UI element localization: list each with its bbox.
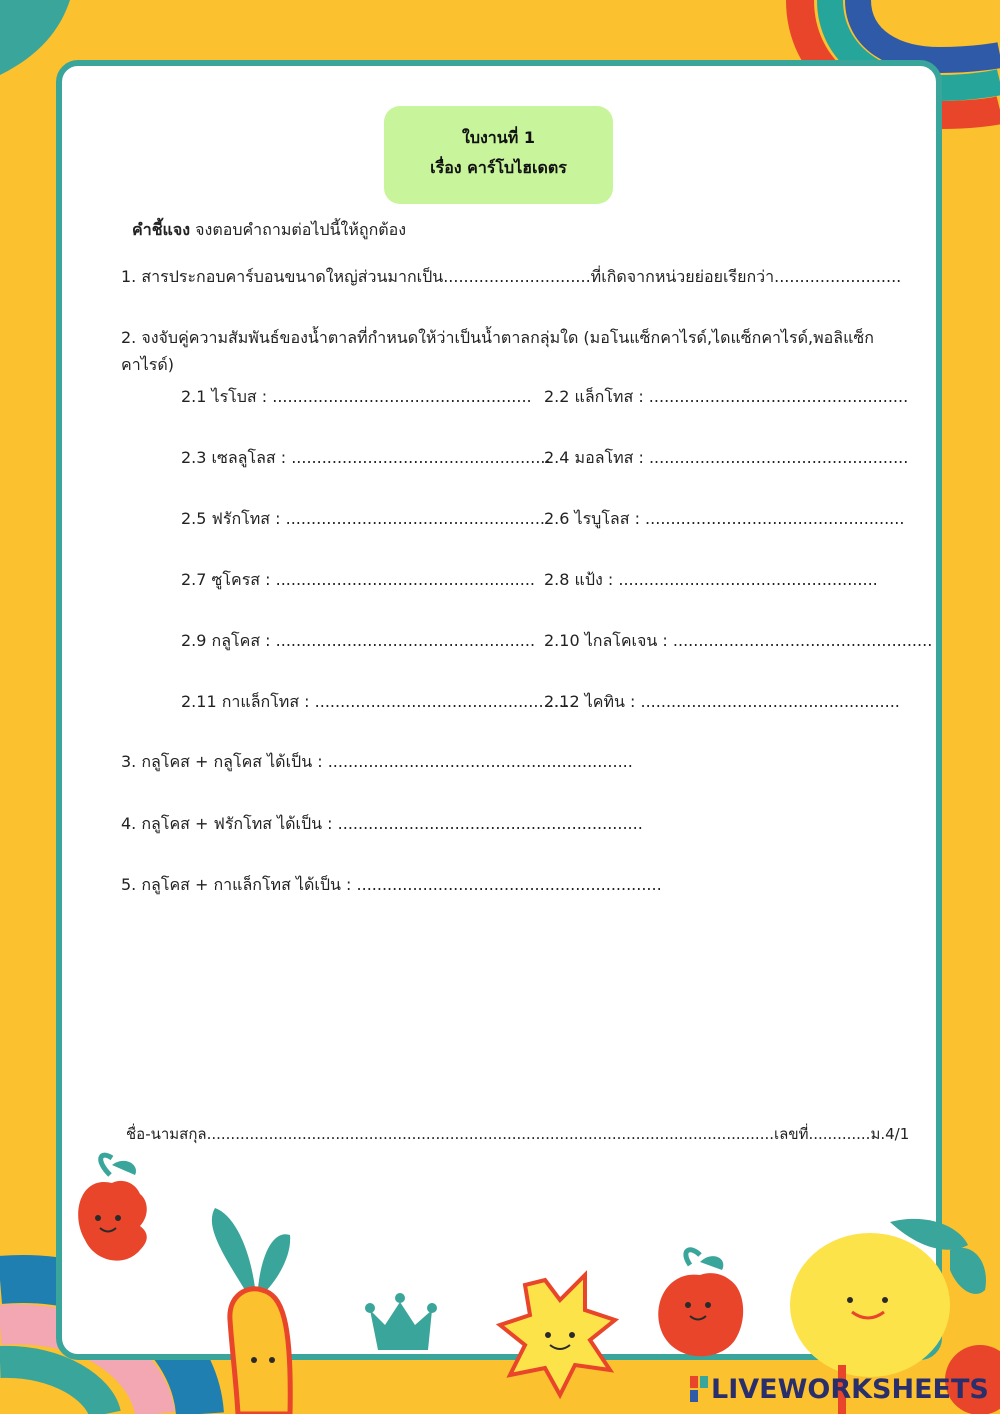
question-2: 2. จงจับคู่ความสัมพันธ์ของน้ำตาลที่กำหนดให้ว่าเป็นน้ำตาลกลุ่มใด (มอโนแซ็กคาไรด์,ไดแซ็กคาไรด์,พอลิแซ็กคาไรด์) bbox=[121, 328, 874, 374]
brand-logo[interactable] bbox=[690, 1374, 989, 1405]
instruction bbox=[132, 218, 406, 243]
worksheet-title-box bbox=[384, 106, 613, 204]
worksheet-topic: เรื่อง คาร์โบไฮเดตร bbox=[430, 158, 567, 177]
match-item-2-4[interactable]: 2.4 มอลโทส : ................................................... bbox=[544, 448, 909, 467]
question-3[interactable]: 3. กลูโคส + กลูโคส ได้เป็น : ............................................................ bbox=[121, 752, 633, 771]
match-item-2-8[interactable]: 2.8 แป้ง : ................................................... bbox=[544, 570, 878, 589]
match-item-2-9[interactable]: 2.9 กลูโคส : ................................................... bbox=[181, 631, 536, 650]
apple-icon bbox=[78, 1155, 147, 1260]
match-item-2-11[interactable]: 2.11 กาแล็กโทส : ................................................... bbox=[181, 692, 575, 711]
student-name-line[interactable]: ชื่อ-นามสกุล.......................................................................................................................เลขที่.............ม.4/1 bbox=[126, 1125, 910, 1143]
match-item-2-1[interactable]: 2.1 ไรโบส : ................................................... bbox=[181, 387, 532, 406]
match-item-2-10[interactable]: 2.10 ไกลโคเจน : ................................................... bbox=[544, 631, 933, 650]
match-item-2-7[interactable]: 2.7 ซูโครส : ................................................... bbox=[181, 570, 535, 589]
crown-icon bbox=[365, 1293, 437, 1350]
match-item-2-3[interactable]: 2.3 เซลลูโลส : ................................................... bbox=[181, 448, 551, 467]
liveworksheets-logo-icon bbox=[690, 1376, 708, 1402]
match-item-2-12[interactable]: 2.12 ไคทิน : ................................................... bbox=[544, 692, 900, 711]
brand-text: LIVEWORKSHEETS bbox=[711, 1374, 989, 1405]
instruction-label: คำชี้แจง bbox=[132, 220, 191, 239]
instruction-text: จงตอบคำถามต่อไปนี้ให้ถูกต้อง bbox=[190, 220, 407, 239]
apple-right-icon bbox=[658, 1250, 743, 1356]
question-4[interactable]: 4. กลูโคส + ฟรักโทส ได้เป็น : ............................................................ bbox=[121, 814, 643, 833]
match-item-2-2[interactable]: 2.2 แล็กโทส : ................................................... bbox=[544, 387, 909, 406]
worksheet-number: ใบงานที่ 1 bbox=[462, 128, 535, 147]
carrot-icon bbox=[212, 1208, 290, 1414]
question-1[interactable]: 1. สารประกอบคาร์บอนขนาดใหญ่ส่วนมากเป็น.............................ที่เกิดจากหน่วยย่อยเรียกว่า......................... bbox=[121, 267, 902, 286]
match-item-2-6[interactable]: 2.6 ไรบูโลส : ................................................... bbox=[544, 509, 905, 528]
match-item-2-5[interactable]: 2.5 ฟรักโทส : ................................................... bbox=[181, 509, 545, 528]
question-5[interactable]: 5. กลูโคส + กาแล็กโทส ได้เป็น : ............................................................ bbox=[121, 875, 662, 894]
star-icon bbox=[500, 1275, 615, 1395]
